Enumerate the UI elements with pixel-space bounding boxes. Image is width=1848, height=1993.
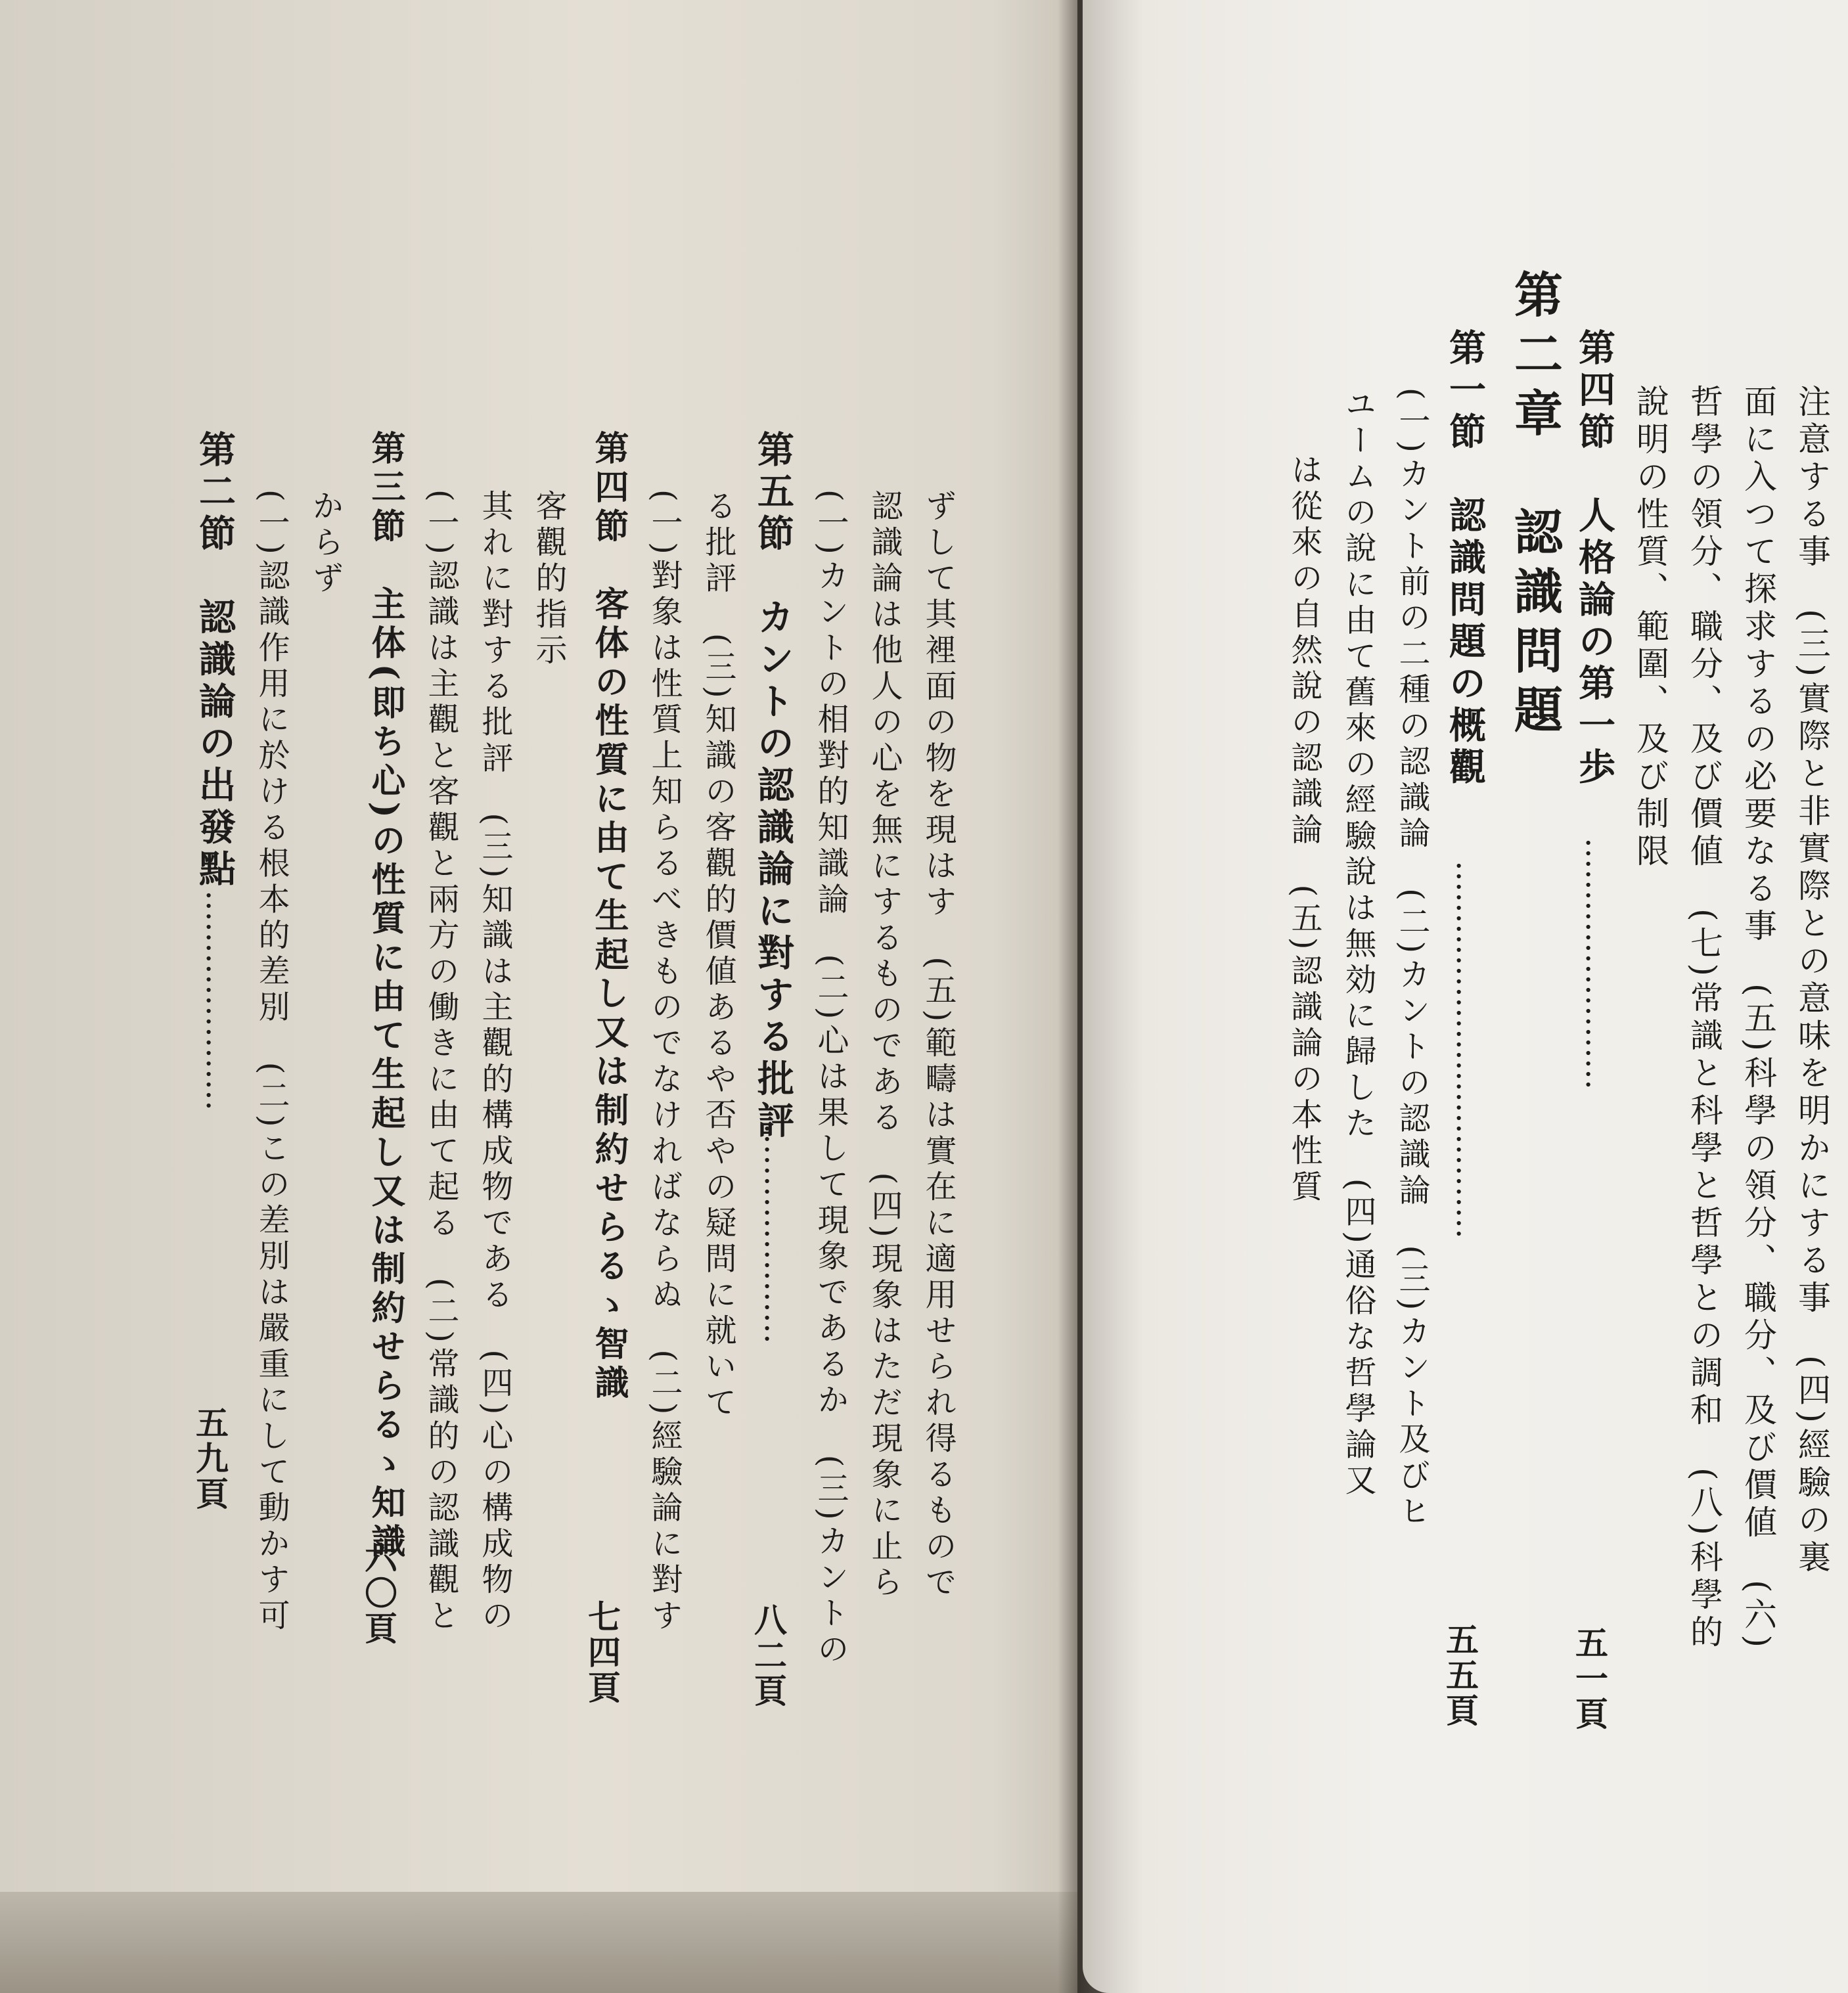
section5-title: 第五節 カントの認識論に對する批評 — [752, 430, 795, 1144]
section3-item-line: 客觀的指示 — [530, 489, 567, 669]
section5-item-line: ずして其裡面の物を現はす (五)範疇は實在に適用せられ得るもので — [920, 489, 957, 1601]
section2-item-line: (一)認識作用に於ける根本的差別 (二)この差別は嚴重にして動かす可 — [253, 489, 290, 1635]
continuation-line: 注意する事 (三)實際と非實際との意味を明かにする事 (四)經驗の裏 — [1793, 384, 1831, 1578]
continuation-line: 面に入つて探求するの必要なる事 (五)科學の領分、職分、及び價値 (六) — [1739, 384, 1777, 1653]
section2-page: 五九頁 — [191, 1406, 229, 1512]
section5-item-line: 認識論は他人の心を無にするものである (四)現象はただ現象に止ら — [866, 489, 903, 1601]
section1-dots: ……………………………… — [1449, 861, 1486, 1239]
section1-page: 五五頁 — [1441, 1623, 1479, 1729]
section4-item-line: (一)對象は性質上知らるべきものでなければならぬ (二)經驗論に對す — [646, 489, 683, 1635]
section3-title: 第三節 主体(即ち心)の性質に由て生起し又は制約せらるゝ知識 — [365, 430, 405, 1563]
chapter-title: 第二章 認識問題 — [1506, 269, 1563, 744]
right-page — [1083, 0, 1848, 1993]
section1-item-line: ユームの說に由て舊來の經驗說は無効に歸した (四)通俗な哲學論又 — [1340, 388, 1376, 1500]
section4-item-line: る批評 (三)知識の客觀的價値あるや否やの疑問に就いて — [700, 489, 736, 1422]
section1-item-line: (一)カント前の二種の認識論 (二)カントの認識論 (三)カント及びヒ — [1393, 388, 1430, 1531]
section5-dots: ………………… — [757, 1123, 794, 1344]
section4-title: 第四節 客体の性質に由て生起し又は制約せらるゝ智識 — [589, 430, 629, 1404]
section5-item-line: (一)カントの相對的知識論 (二)心は果して現象であるか (三)カントの — [812, 489, 849, 1668]
section3-page: 六〇頁 — [359, 1540, 398, 1647]
continuation-line: 哲學の領分、職分、及び價値 (七)常識と科學と哲學との調和 (八)科學的 — [1685, 384, 1723, 1653]
section2-title: 第二節 認識論の出發點 — [193, 430, 237, 892]
section4-page: 五一頁 — [1570, 1626, 1609, 1732]
page-edge-shadow — [0, 1892, 1077, 1993]
section4-dots: …………………… — [1579, 838, 1615, 1090]
section5-page: 八二頁 — [749, 1603, 788, 1709]
section1-title: 第一節 認識問題の概觀 — [1443, 328, 1487, 790]
section4-title: 第四節 人格論の第一歩 — [1573, 328, 1616, 790]
section2-item-line: からず — [307, 489, 344, 598]
section1-item-line: は從來の自然說の認識論 (五)認識論の本性質 — [1286, 453, 1322, 1206]
section2-dots: ………………… — [199, 890, 236, 1111]
section4-page: 七四頁 — [583, 1600, 621, 1706]
section3-item-line: (一)認識は主觀と客觀と兩方の働きに由て起る (二)常識的の認識觀と — [422, 489, 459, 1635]
continuation-line: 說明の性質、範圍、及び制限 — [1631, 384, 1669, 871]
section3-item-line: 其れに對する批評 (三)知識は主觀的構成物である (四)心の構成物の — [476, 489, 513, 1635]
